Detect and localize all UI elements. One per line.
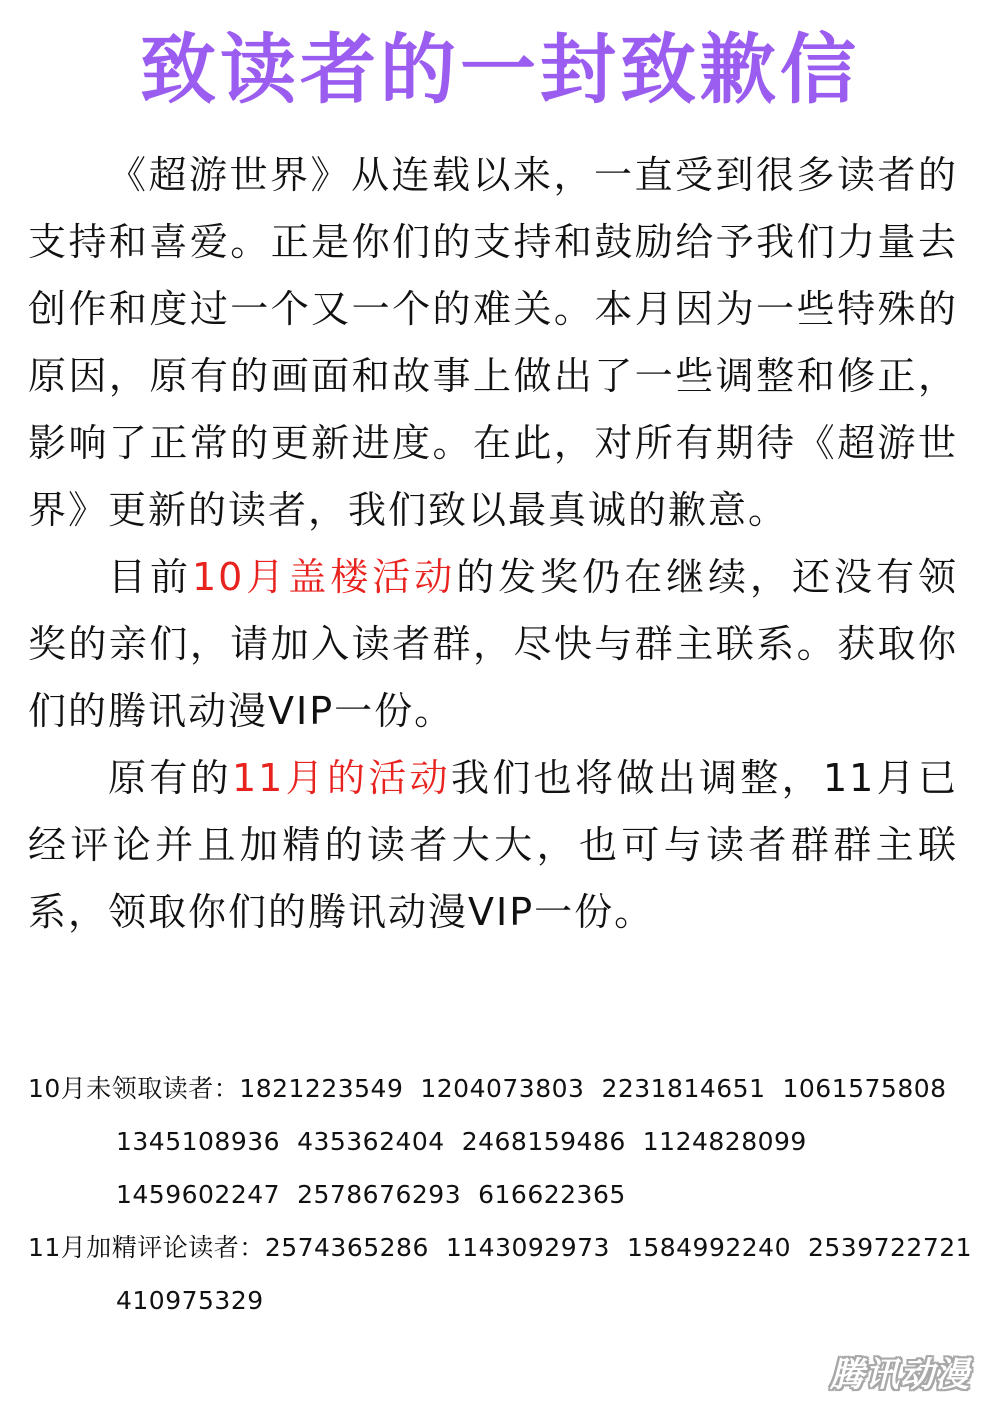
paragraph-text: 原有的 — [108, 756, 232, 800]
reader-id: 1459602247 — [116, 1180, 281, 1209]
id-list-november — [28, 1221, 978, 1327]
tencent-comic-watermark-logo: 腾讯动漫 — [830, 1355, 970, 1395]
reader-id: 2574365286 — [264, 1233, 429, 1262]
reader-id-lists — [28, 1062, 978, 1327]
id-row-november-more — [28, 1274, 978, 1327]
paragraph-text: 的发奖仍在继续，还没有领奖的亲们，请加入读者群，尽快与群主联系。获取你们的腾讯动漫VIP一份。 — [28, 555, 958, 733]
paragraph-apology — [28, 142, 958, 544]
reader-id: 2468159486 — [461, 1127, 626, 1156]
id-list-first-line — [28, 1221, 978, 1274]
paragraph-october-event — [28, 544, 958, 745]
id-list-label: 10月未领取读者： — [28, 1074, 240, 1103]
reader-id: 435362404 — [297, 1127, 445, 1156]
id-list-first-line — [28, 1062, 978, 1115]
id-list-label: 11月加精评论读者： — [28, 1233, 265, 1262]
letter-body — [28, 142, 958, 946]
reader-id: 1345108936 — [116, 1127, 281, 1156]
reader-id: 1204073803 — [420, 1074, 585, 1103]
reader-id: 1821223549 — [239, 1074, 404, 1103]
reader-id: 616622365 — [478, 1180, 626, 1209]
reader-id: 1061575808 — [782, 1074, 947, 1103]
reader-id: 2231814651 — [601, 1074, 766, 1103]
reader-id: 1584992240 — [626, 1233, 791, 1262]
id-list-october — [28, 1062, 978, 1221]
id-row-november-first — [265, 1233, 989, 1262]
paragraph-november-event — [28, 745, 958, 946]
paragraph-text: 《超游世界》从连载以来，一直受到很多读者的支持和喜爱。正是你们的支持和鼓励给予我们力量去创作和度过一个又一个的难关。本月因为一些特殊的原因，原有的画面和故事上做出了一些调整和修正，影响了正常的更新进度。在此，对所有期待《超游世界》更新的读者，我们致以最真诚的歉意。 — [28, 153, 958, 532]
highlight-november-event: 11月的活动 — [232, 756, 452, 800]
reader-id: 1143092973 — [445, 1233, 610, 1262]
reader-id: 410975329 — [116, 1286, 264, 1315]
highlight-october-event: 10月盖楼活动 — [191, 555, 457, 599]
id-row-october-more — [28, 1115, 978, 1221]
paragraph-text: 我们也将做出调整，11月已经评论并且加精的读者大大，也可与读者群群主联系，领取你们的腾讯动漫VIP一份。 — [28, 756, 958, 934]
reader-id: 2578676293 — [297, 1180, 462, 1209]
reader-id: 1124828099 — [642, 1127, 807, 1156]
id-row-october-first — [239, 1074, 963, 1103]
page-title: 致读者的一封致歉信 — [140, 25, 860, 114]
paragraph-text: 目前 — [108, 555, 192, 599]
reader-id: 2539722721 — [808, 1233, 973, 1262]
